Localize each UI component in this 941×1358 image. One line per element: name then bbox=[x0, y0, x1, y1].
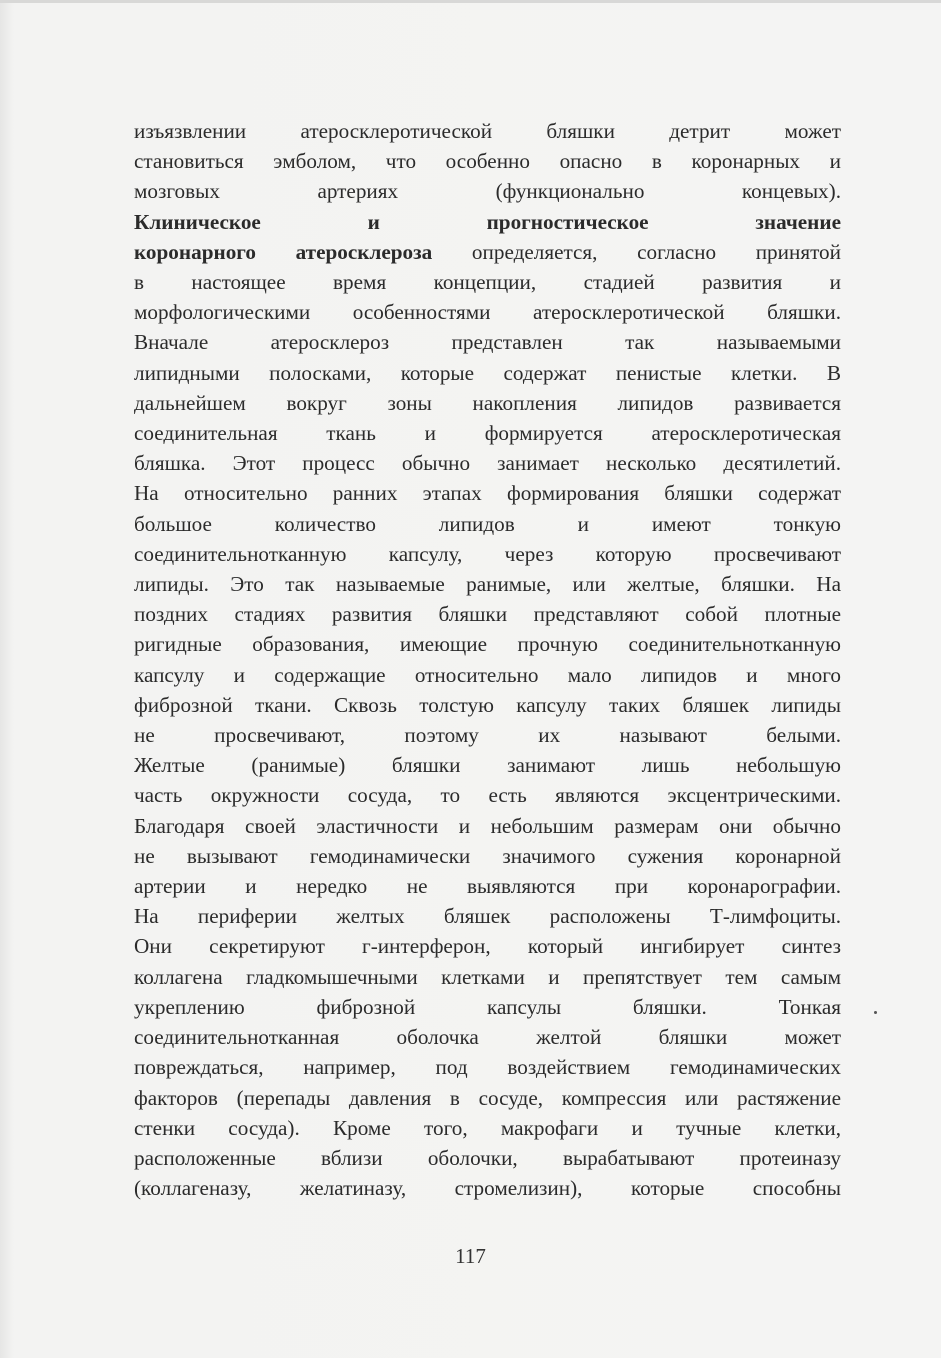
line-text: расположенные вблизи оболочки, вырабатывают протеиназу bbox=[134, 1145, 841, 1170]
text-line bbox=[134, 962, 841, 992]
text-line bbox=[134, 207, 841, 237]
bold-heading-text: Клиническое и прогностическое значение bbox=[134, 209, 841, 234]
line-text: ригидные образования, имеющие прочную соединительнотканную bbox=[134, 632, 841, 657]
text-line bbox=[134, 418, 841, 448]
text-line bbox=[134, 841, 841, 871]
text-line bbox=[134, 146, 841, 176]
line-text: факторов (перепады давления в сосуде, компрессия или растяжение bbox=[134, 1085, 841, 1110]
line-text: в настоящее время концепции, стадией развития и bbox=[134, 270, 841, 295]
text-line bbox=[134, 720, 841, 750]
line-text: определяется, согласно принятой bbox=[432, 239, 841, 264]
text-line bbox=[134, 871, 841, 901]
line-text: артерии и нередко не выявляются при коронарографии. bbox=[134, 874, 841, 899]
line-text: бляшка. Этот процесс обычно занимает несколько десятилетий. bbox=[134, 451, 841, 476]
text-line bbox=[134, 931, 841, 961]
line-text: Желтые (ранимые) бляшки занимают лишь небольшую bbox=[134, 753, 841, 778]
bold-heading-text: коронарного атеросклероза bbox=[134, 239, 433, 264]
text-line bbox=[134, 992, 841, 1022]
page-top-edge bbox=[0, 0, 941, 3]
scan-speck bbox=[874, 1011, 877, 1014]
text-line bbox=[134, 176, 841, 206]
line-text: Вначале атеросклероз представлен так называемыми bbox=[134, 330, 841, 355]
text-line bbox=[134, 811, 841, 841]
line-text: становиться эмболом, что особенно опасно в коронарных и bbox=[134, 149, 841, 174]
text-line bbox=[134, 1022, 841, 1052]
line-text: не вызывают гемодинамически значимого сужения коронарной bbox=[134, 843, 841, 868]
text-line bbox=[134, 750, 841, 780]
line-text: часть окружности сосуда, то есть являются эксцентрическими. bbox=[134, 783, 841, 808]
text-line bbox=[134, 539, 841, 569]
text-line bbox=[134, 358, 841, 388]
text-line bbox=[134, 569, 841, 599]
text-line bbox=[134, 690, 841, 720]
text-line bbox=[134, 901, 841, 931]
line-text: На периферии желтых бляшек расположены Т-лимфоциты. bbox=[134, 904, 841, 929]
line-text: Благодаря своей эластичности и небольшим размерам они обычно bbox=[134, 813, 841, 838]
text-line bbox=[134, 448, 841, 478]
line-text: дальнейшем вокруг зоны накопления липидов развивается bbox=[134, 390, 841, 415]
line-text: (коллагеназу, желатиназу, стромелизин), которые способны bbox=[134, 1176, 841, 1201]
line-text: повреждаться, например, под воздействием гемодинамических bbox=[134, 1055, 841, 1080]
text-line bbox=[134, 599, 841, 629]
line-text: липиды. Это так называемые ранимые, или желтые, бляшки. На bbox=[134, 572, 841, 597]
line-text: стенки сосуда). Кроме того, макрофаги и тучные клетки, bbox=[134, 1115, 841, 1140]
line-text: соединительнотканная оболочка желтой бляшки может bbox=[134, 1025, 841, 1050]
text-line bbox=[134, 297, 841, 327]
text-line bbox=[134, 267, 841, 297]
text-line bbox=[134, 1052, 841, 1082]
line-text: На относительно ранних этапах формирования бляшки содержат bbox=[134, 481, 841, 506]
text-line bbox=[134, 1083, 841, 1113]
line-text: капсулу и содержащие относительно мало липидов и много bbox=[134, 662, 841, 687]
line-text: соединительная ткань и формируется атеросклеротическая bbox=[134, 421, 841, 446]
page-number: 117 bbox=[455, 1244, 486, 1268]
text-line bbox=[134, 237, 841, 267]
text-line bbox=[134, 509, 841, 539]
line-text: коллагена гладкомышечными клетками и препятствует тем самым bbox=[134, 964, 841, 989]
line-text: мозговых артериях (функционально концевых). bbox=[134, 179, 841, 204]
text-line bbox=[134, 780, 841, 810]
text-line bbox=[134, 388, 841, 418]
text-line bbox=[134, 327, 841, 357]
line-text: фиброзной ткани. Сквозь толстую капсулу таких бляшек липиды bbox=[134, 692, 841, 717]
text-line bbox=[134, 116, 841, 146]
text-line bbox=[134, 1173, 841, 1203]
text-line bbox=[134, 1143, 841, 1173]
line-text: укреплению фиброзной капсулы бляшки. Тонкая bbox=[134, 994, 841, 1019]
line-text: большое количество липидов и имеют тонкую bbox=[134, 511, 841, 536]
line-text: липидными полосками, которые содержат пенистые клетки. В bbox=[134, 360, 841, 385]
line-text: соединительнотканную капсулу, через которую просвечивают bbox=[134, 541, 841, 566]
body-text bbox=[134, 116, 841, 1203]
line-text: Они секретируют г-интерферон, который ингибирует синтез bbox=[134, 934, 841, 959]
text-line bbox=[134, 629, 841, 659]
text-line bbox=[134, 660, 841, 690]
line-text: не просвечивают, поэтому их называют белыми. bbox=[134, 723, 841, 748]
line-text: поздних стадиях развития бляшки представляют собой плотные bbox=[134, 602, 841, 627]
text-line bbox=[134, 478, 841, 508]
line-text: изъязвлении атеросклеротической бляшки детрит может bbox=[134, 119, 841, 143]
line-text: морфологическими особенностями атеросклеротической бляшки. bbox=[134, 300, 841, 325]
text-line bbox=[134, 1113, 841, 1143]
